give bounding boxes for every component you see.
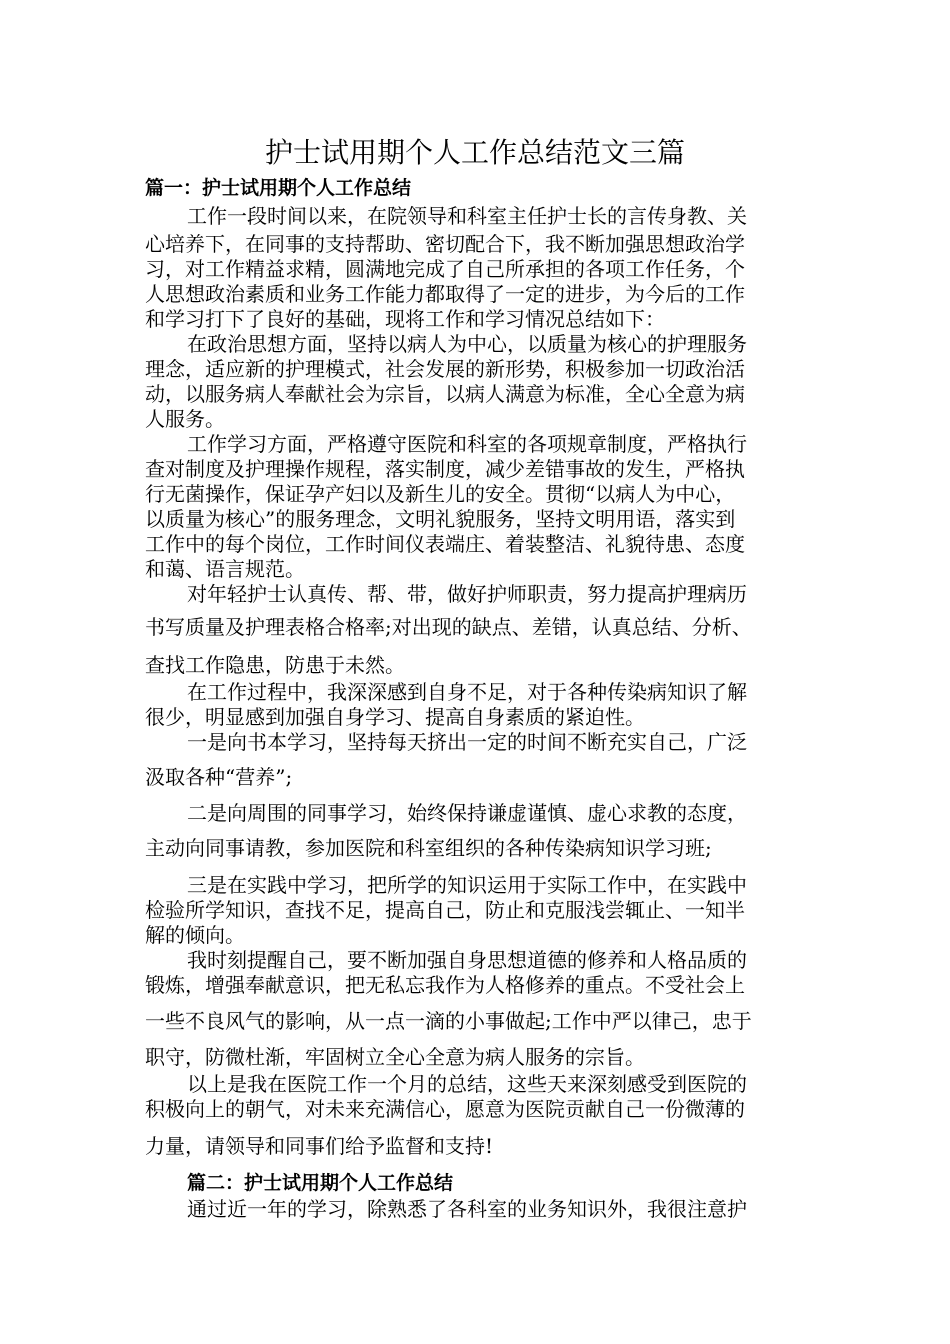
text-line: 汲取各种“营养”; (145, 765, 293, 789)
text-line: 职守，防微杜渐，牢固树立全心全意为病人服务的宗旨。 (145, 1045, 645, 1069)
section-heading-2: 篇二：护士试用期个人工作总结 (187, 1172, 454, 1194)
text-line: 通过近一年的学习，除熟悉了各科室的业务知识外，我很注意护 (187, 1197, 747, 1221)
text-line: 工作学习方面，严格遵守医院和科室的各项规章制度，严格执行 (187, 432, 747, 456)
text-line: 二是向周围的同事学习，始终保持谦虚谨慎、虚心求教的态度， (187, 801, 747, 825)
text-line: 主动向同事请教，参加医院和科室组织的各种传染病知识学习班; (145, 836, 712, 860)
text-line: 理念，适应新的护理模式，社会发展的新形势，积极参加一切政治活 (145, 357, 745, 381)
text-line: 在政治思想方面，坚持以病人为中心，以质量为核心的护理服务 (187, 332, 747, 356)
document-title: 护士试用期个人工作总结范文三篇 (264, 136, 685, 169)
text-line: 动，以服务病人奉献社会为宗旨，以病人满意为标准，全心全意为病 (145, 382, 745, 406)
text-line: 和蔼、语言规范。 (145, 557, 305, 581)
text-line: 行无菌操作，保证孕产妇以及新生儿的安全。贯彻“以病人为中心， (145, 482, 736, 506)
text-line: 查找工作隐患，防患于未然。 (145, 653, 405, 677)
text-line: 以上是我在医院工作一个月的总结，这些天来深刻感受到医院的 (187, 1072, 747, 1096)
section-heading-1: 篇一：护士试用期个人工作总结 (145, 177, 412, 199)
text-line: 解的倾向。 (145, 923, 245, 947)
text-line: 检验所学知识，查找不足，提高自己，防止和克服浅尝辄止、一知半 (145, 898, 745, 922)
text-line: 我时刻提醒自己，要不断加强自身思想道德的修养和人格品质的 (187, 948, 747, 972)
text-line: 力量，请领导和同事们给予监督和支持! (145, 1134, 494, 1158)
text-line: 人服务。 (145, 407, 225, 431)
text-line: 人思想政治素质和业务工作能力都取得了一定的进步，为今后的工作 (145, 282, 745, 306)
text-line: 习，对工作精益求精，圆满地完成了自己所承担的各项工作任务，个 (145, 257, 745, 281)
text-line: 一是向书本学习，坚持每天挤出一定的时间不断充实自己，广泛 (187, 730, 747, 754)
text-line: 查对制度及护理操作规程，落实制度，减少差错事故的发生，严格执 (145, 457, 745, 481)
text-line: 心培养下，在同事的支持帮助、密切配合下，我不断加强思想政治学 (145, 232, 745, 256)
text-line: 一些不良风气的影响，从一点一滴的小事做起;工作中严以律己，忠于 (145, 1009, 752, 1033)
text-line: 在工作过程中，我深深感到自身不足，对于各种传染病知识了解 (187, 680, 747, 704)
text-line: 积极向上的朝气，对未来充满信心，愿意为医院贡献自己一份微薄的 (145, 1097, 745, 1121)
text-line: 工作中的每个岗位，工作时间仪表端庄、着装整洁、礼貌待患、态度 (145, 532, 745, 556)
text-line: 以质量为核心”的服务理念，文明礼貌服务，坚持文明用语，落实到 (145, 507, 736, 531)
text-line: 对年轻护士认真传、帮、带，做好护师职责，努力提高护理病历 (187, 582, 747, 606)
text-line: 和学习打下了良好的基础，现将工作和学习情况总结如下： (145, 307, 665, 331)
text-line: 锻炼，增强奉献意识，把无私忘我作为人格修养的重点。不受社会上 (145, 973, 745, 997)
text-line: 很少，明显感到加强自身学习、提高自身素质的紧迫性。 (145, 705, 645, 729)
text-line: 三是在实践中学习，把所学的知识运用于实际工作中，在实践中 (187, 873, 747, 897)
text-line: 工作一段时间以来，在院领导和科室主任护士长的言传身教、关 (187, 204, 747, 228)
text-line: 书写质量及护理表格合格率;对出现的缺点、差错，认真总结、分析、 (145, 615, 752, 639)
